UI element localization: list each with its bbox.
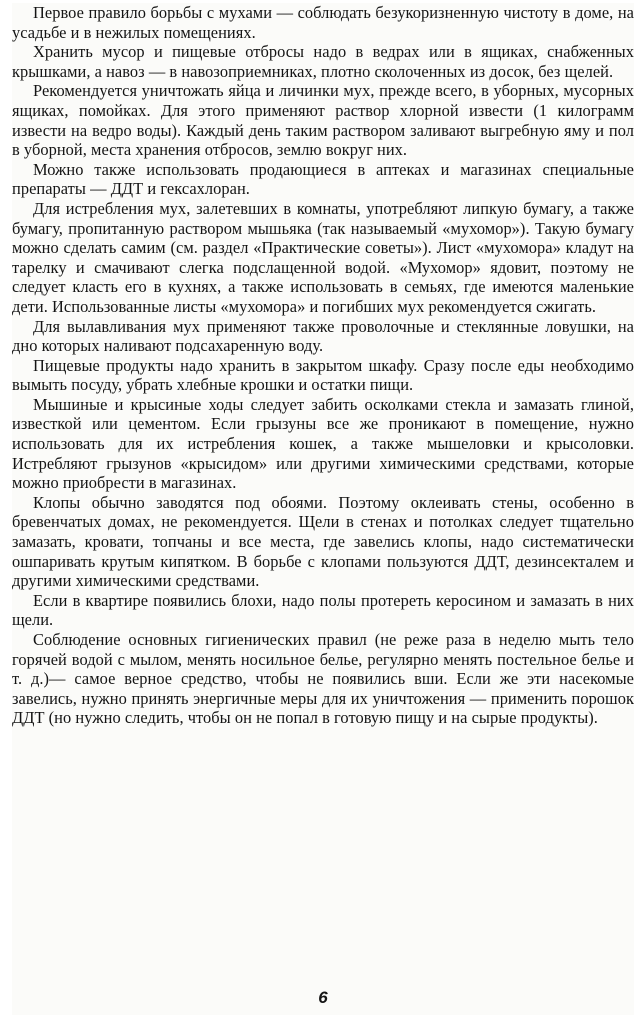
paragraph-flies-cleanliness: Первое правило борьбы с мухами — соблюдать безукоризненную чистоту в доме, на усадьбе и в нежилых помещениях. bbox=[12, 3, 634, 42]
paragraph-fly-paper: Для истребления мух, залетевших в комнаты, употребляют липкую бумагу, а также бумагу, пропитанную раствором мышьяка (так называемый «мухомор»). Такую бумагу можно сделать самим (см. раздел «Практические советы»). Лист «мухомора» кладут на тарелку и смачивают слегка подслащенной водой. «Мухомор» ядовит, поэтому не следует класть его в кухнях, а также использовать в семьях, где имеются маленькие дети. Использованные листы «мухомора» и погибших мух рекомендуется сжигать. bbox=[12, 198, 634, 316]
paragraph-lice: Соблюдение основных гигиенических правил (не реже раза в неделю мыть тело горячей водой с мылом, менять носильное белье, регулярно менять постельное белье и т. д.)— самое верное средство, чтобы не появились вши. Если же эти насекомые завелись, нужно принять энергичные меры для их уничтожения — применить порошок ДДТ (но нужно следить, чтобы он не попал в готовую пищу и на сырые продукты). bbox=[12, 630, 634, 728]
paragraph-fly-traps: Для вылавливания мух применяют также проволочные и стеклянные ловушки, на дно которых наливают подсахаренную воду. bbox=[12, 316, 634, 356]
paragraph-special-preparations: Можно также использовать продающиеся в аптеках и магазинах специальные препараты — ДДТ и гексахлоран. bbox=[12, 159, 634, 199]
paragraph-food-storage: Пищевые продукты надо хранить в закрытом шкафу. Сразу после еды необходимо вымыть посуду, убрать хлебные крошки и остатки пищи. bbox=[12, 355, 634, 395]
paragraph-fleas: Если в квартире появились блохи, надо полы протереть керосином и замазать в них щели. bbox=[12, 590, 634, 630]
paragraph-larvae-destruction: Рекомендуется уничтожать яйца и личинки мух, прежде всего, в уборных, мусорных ящиках, помойках. Для этого применяют раствор хлорной извести (1 килограмм извести на ведро воды). Каждый день таким раствором заливают выгребную яму и пол в уборной, места хранения отбросов, землю вокруг них. bbox=[12, 81, 634, 160]
book-page bbox=[12, 3, 634, 1015]
paragraph-waste-storage: Хранить мусор и пищевые отбросы надо в ведрах или в ящиках, снабженных крышками, а навоз — в навозоприемниках, плотно сколоченных из досок, без щелей. bbox=[12, 42, 634, 81]
paragraph-rodents: Мышиные и крысиные ходы следует забить осколками стекла и замазать глиной, известкой или цементом. Если грызуны все же проникают в помещение, нужно использовать для их истребления кошек, а также мышеловки и крысоловки. Истребляют грызунов «крысидом» или другими химическими средствами, которые можно приобрести в магазинах. bbox=[12, 394, 634, 493]
page-number: 6 bbox=[318, 988, 328, 1007]
body-text bbox=[12, 3, 634, 728]
paragraph-bedbugs: Клопы обычно заводятся под обоями. Поэтому оклеивать стены, особенно в бревенчатых домах, не рекомендуется. Щели в стенах и потолках следует тщательно замазать, кровати, топчаны и все места, где завелись клопы, надо систематически ошпаривать крутым кипятком. В борьбе с клопами пользуются ДДТ, дезинсекталем и другими химическими средствами. bbox=[12, 492, 634, 591]
